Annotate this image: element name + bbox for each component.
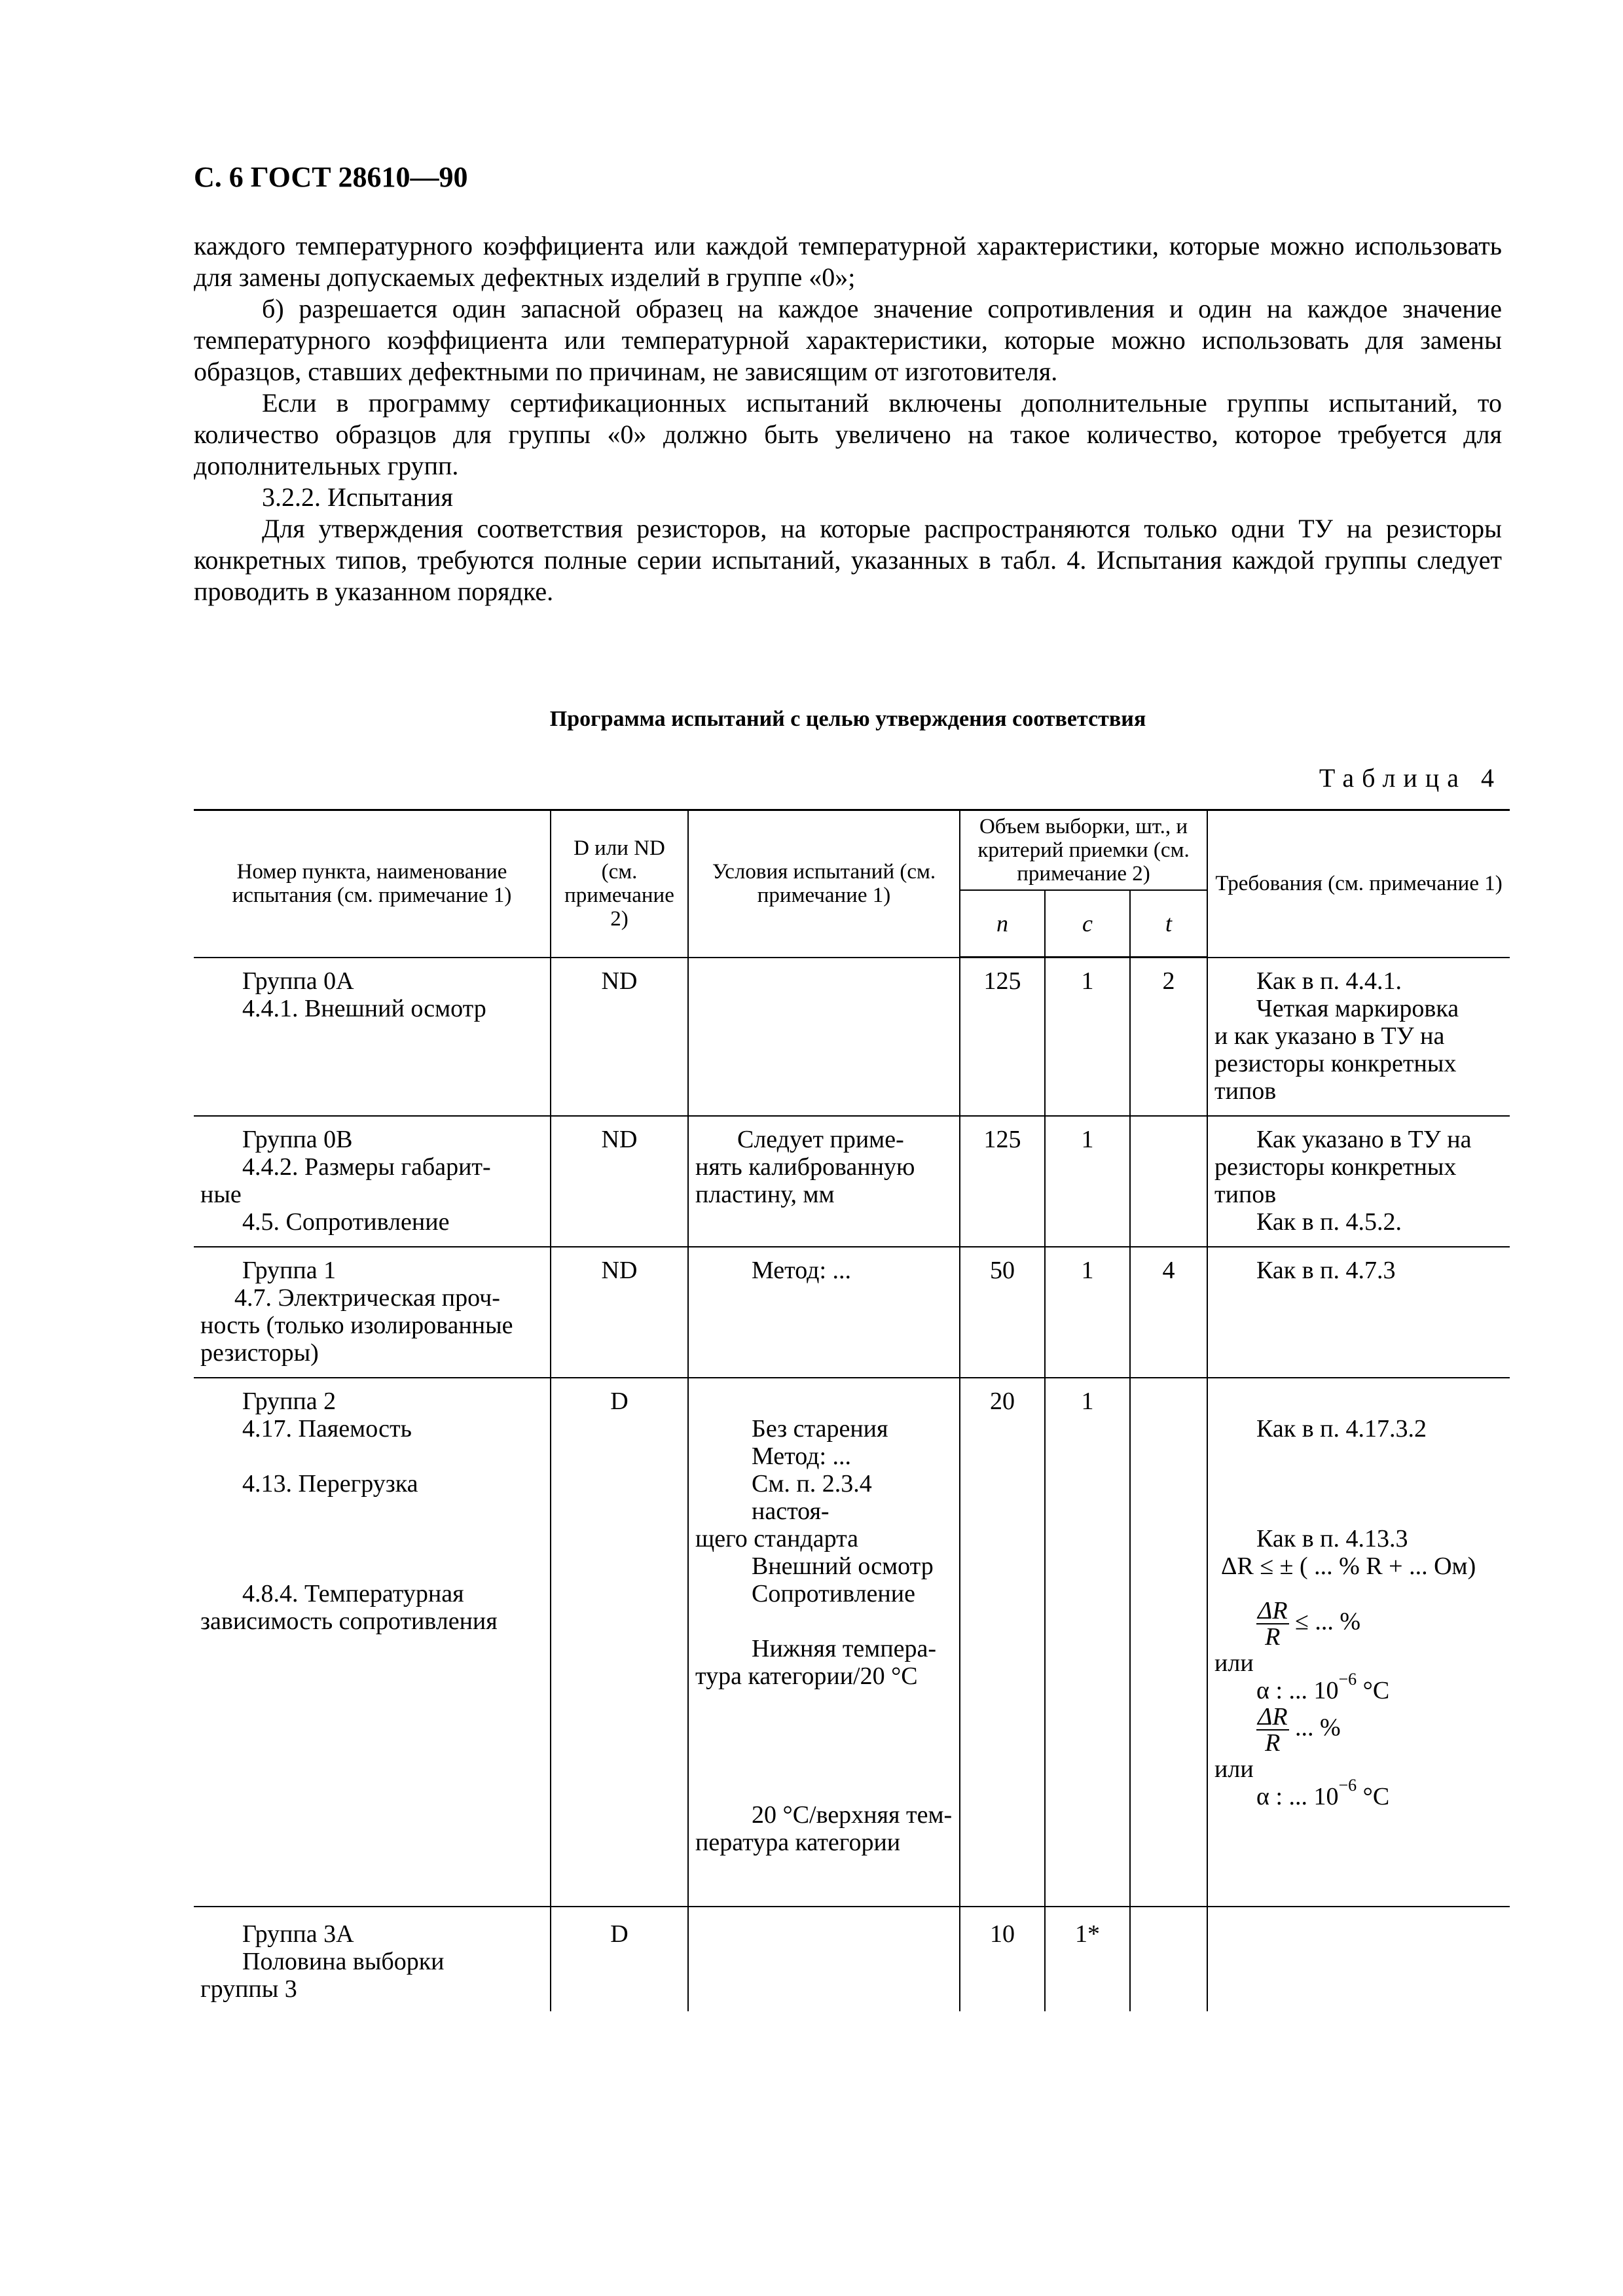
cond-line: 20 °С/верхняя тем-: [752, 1801, 953, 1829]
group-label: Группа 1: [242, 1256, 337, 1284]
formula-alpha: α : ... $10^{-6}$ °С: [1256, 1775, 1390, 1810]
req-line: Как указано в ТУ на резисторы конкретных типов: [1214, 1125, 1472, 1208]
req-line: Четкая маркировка: [1256, 994, 1459, 1022]
cell-conditions: [688, 1907, 960, 2011]
item-text: зависимость сопротивления: [200, 1607, 498, 1635]
cond-line: Метод: ...: [752, 1442, 852, 1470]
cell-dnd: ND: [551, 1116, 688, 1247]
req-line: Как в п. 4.4.1.: [1256, 967, 1402, 995]
cond-line: нять калиброванную пластину, мм: [695, 1153, 915, 1208]
paragraph: б) разрешается один запасной образец на каждое значение сопротивления и один на каждое значение температурного коэффициента или температурной характеристики, которые можно использовать для замены образцов, ставших дефектными по причинам, не зависящим от изготовителя.: [194, 294, 1502, 386]
table-label: Таблица 4: [1319, 763, 1502, 793]
req-line: Как в п. 4.13.3: [1256, 1524, 1408, 1552]
cell-n: 50: [960, 1247, 1045, 1378]
header-sample: Объем выборки, шт., и критерий приемки (см. примечание 2): [960, 810, 1207, 891]
cell-dnd: D: [551, 1378, 688, 1907]
table-row: [194, 958, 1510, 1116]
header-c: c: [1045, 890, 1130, 958]
cell-dnd: D: [551, 1907, 688, 2011]
cell-item: [194, 1378, 551, 1907]
section-heading: 3.2.2. Испытания: [262, 482, 453, 512]
req-line: или: [1214, 1649, 1254, 1677]
item-text: ность (только изолированные резисторы): [200, 1311, 513, 1367]
req-line: Как в п. 4.17.3.2: [1256, 1414, 1427, 1443]
test-program-table: [194, 809, 1510, 2011]
group-label: Группа 0А: [242, 967, 354, 995]
cond-line: Метод: ...: [752, 1256, 852, 1284]
item-text: 4.4.2. Размеры габарит-: [242, 1153, 491, 1181]
cond-line: щего стандарта: [695, 1524, 859, 1552]
cond-line: Следует приме-: [737, 1125, 904, 1153]
req-line: и как указано в ТУ на резисторы конкретных типов: [1214, 1022, 1457, 1105]
cell-requirements: [1207, 958, 1510, 1116]
table-caption: Программа испытаний с целью утверждения соответствия: [549, 707, 1146, 731]
item-text: Половина выборки: [242, 1947, 445, 1975]
cell-conditions: [688, 958, 960, 1116]
fraction: $\frac{\Delta R}{R}$: [1258, 1596, 1288, 1651]
fraction: $\frac{\Delta R}{R}$: [1258, 1702, 1288, 1757]
cell-item: [194, 1116, 551, 1247]
item-text: 4.13. Перегрузка: [242, 1469, 418, 1498]
table-row: [194, 1116, 1510, 1247]
req-line: Как в п. 4.7.3: [1256, 1256, 1396, 1284]
cond-line: Без старения: [752, 1414, 888, 1443]
cell-dnd: ND: [551, 958, 688, 1116]
formula-ratio: $\frac{\Delta R}{R}$ ... %: [1258, 1702, 1341, 1757]
cell-requirements: [1207, 1378, 1510, 1907]
cond-line: Нижняя темпера-: [752, 1634, 937, 1662]
group-label: Группа 3А: [242, 1920, 354, 1948]
cell-item: [194, 958, 551, 1116]
table-row: [194, 1907, 1510, 2011]
cell-n: 125: [960, 1116, 1045, 1247]
paragraph: Если в программу сертификационных испытаний включены дополнительные группы испытаний, то количество образцов для группы «0» должно быть увеличено на такое количество, которое требуется для дополнительных групп.: [194, 388, 1502, 480]
item-text: 4.8.4. Температурная: [242, 1579, 464, 1607]
cell-item: [194, 1907, 551, 2011]
cell-n: 125: [960, 958, 1045, 1116]
req-line: ΔR ≤ ± ( ... % R + ... Ом): [1221, 1552, 1476, 1580]
cell-conditions: [688, 1378, 960, 1907]
cond-line: См. п. 2.3.4 настоя-: [752, 1469, 872, 1525]
item-text: 4.7. Электрическая проч-: [234, 1283, 500, 1312]
group-label: Группа 0В: [242, 1125, 353, 1153]
cell-c: 1*: [1045, 1907, 1130, 2011]
cell-t: [1130, 1378, 1207, 1907]
cell-t: [1130, 1116, 1207, 1247]
item-text: 4.4.1. Внешний осмотр: [242, 994, 486, 1022]
paragraph: Для утверждения соответствия резисторов, на которые распространяются только одни ТУ на резисторы конкретных типов, требуются полные серии испытаний, указанных в табл. 4. Испытания каждой группы следует проводить в указанном порядке.: [194, 514, 1502, 606]
table-row: [194, 1378, 1510, 1907]
formula-ratio: $\frac{\Delta R}{R}$ ≤ ... %: [1258, 1596, 1361, 1651]
cond-line: Внешний осмотр: [752, 1552, 934, 1580]
item-text: 4.17. Паяемость: [242, 1414, 412, 1443]
cell-c: 1: [1045, 1247, 1130, 1378]
cell-t: [1130, 1907, 1207, 2011]
header-t: t: [1130, 890, 1207, 958]
cell-t: 2: [1130, 958, 1207, 1116]
cond-line: тура категории/20 °С: [695, 1662, 918, 1690]
body-text: [194, 230, 1502, 607]
cell-requirements: [1207, 1907, 1510, 2011]
cell-n: 10: [960, 1907, 1045, 2011]
table-row: [194, 1247, 1510, 1378]
paragraph: каждого температурного коэффициента или каждой температурной характеристики, которые можно использовать для замены допускаемых дефектных изделий в группе «0»;: [194, 231, 1502, 292]
formula-alpha: α : ... $10^{-6}$ °С: [1256, 1669, 1390, 1704]
header-item: Номер пункта, наименование испытания (см. примечание 1): [194, 810, 551, 958]
req-line: или: [1214, 1755, 1254, 1783]
item-text: 4.5. Сопротивление: [242, 1208, 450, 1236]
cell-requirements: [1207, 1247, 1510, 1378]
item-text: группы 3: [200, 1975, 297, 2003]
cell-conditions: [688, 1247, 960, 1378]
group-label: Группа 2: [242, 1387, 337, 1415]
req-line: Как в п. 4.5.2.: [1256, 1208, 1402, 1236]
header-conditions: Условия испытаний (см. примечание 1): [688, 810, 960, 958]
item-text: ные: [200, 1180, 242, 1208]
cond-line: пература категории: [695, 1828, 901, 1856]
cond-line: Сопротивление: [752, 1579, 915, 1607]
header-n: n: [960, 890, 1045, 958]
cell-c: 1: [1045, 1116, 1130, 1247]
header-requirements: Требования (см. примечание 1): [1207, 810, 1510, 958]
cell-item: [194, 1247, 551, 1378]
cell-requirements: [1207, 1116, 1510, 1247]
cell-t: 4: [1130, 1247, 1207, 1378]
header-dnd: D или ND (см. примечание 2): [551, 810, 688, 958]
cell-c: 1: [1045, 1378, 1130, 1907]
page-header: С. 6 ГОСТ 28610—90: [194, 161, 468, 193]
cell-c: 1: [1045, 958, 1130, 1116]
cell-n: 20: [960, 1378, 1045, 1907]
cell-dnd: ND: [551, 1247, 688, 1378]
cell-conditions: [688, 1116, 960, 1247]
